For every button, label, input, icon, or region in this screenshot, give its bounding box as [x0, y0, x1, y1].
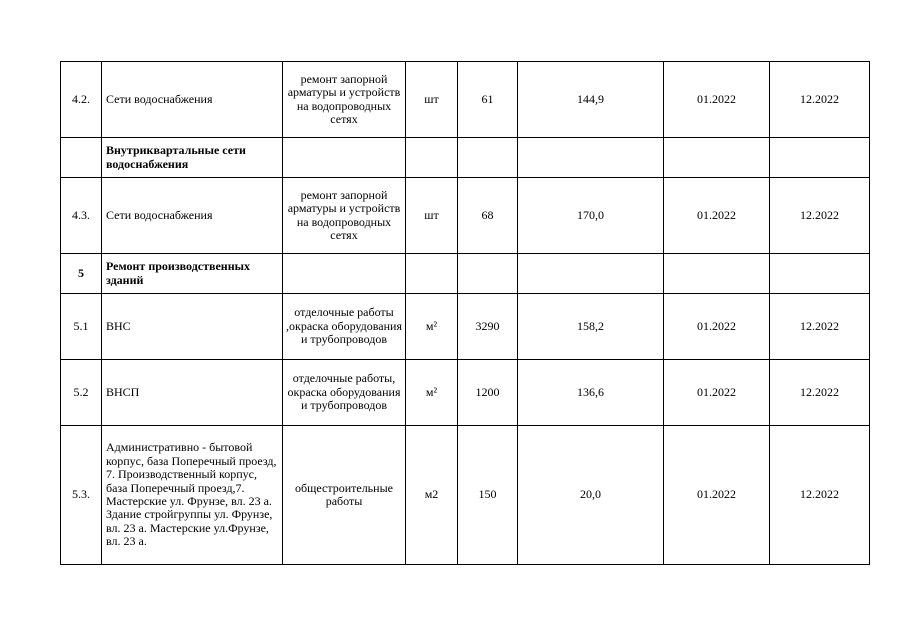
end-date: 12.2022: [770, 294, 870, 360]
cost: 158,2: [518, 294, 664, 360]
work-type: ремонт запорной арматуры и устройств на водопроводных сетях: [283, 178, 406, 254]
start-date: [664, 138, 770, 178]
works-table: [60, 61, 870, 565]
row-number: 5: [61, 254, 102, 294]
start-date: 01.2022: [664, 426, 770, 565]
unit: шт: [406, 178, 458, 254]
table-row: [61, 360, 870, 426]
quantity: 1200: [458, 360, 518, 426]
unit: м²: [406, 294, 458, 360]
work-type: отделочные работы, окраска оборудования и трубопроводов: [283, 360, 406, 426]
start-date: 01.2022: [664, 178, 770, 254]
section-title: Ремонт производственных зданий: [102, 254, 283, 294]
row-number: 5.2: [61, 360, 102, 426]
row-number: 4.3.: [61, 178, 102, 254]
unit: [406, 138, 458, 178]
start-date: 01.2022: [664, 360, 770, 426]
quantity: 3290: [458, 294, 518, 360]
quantity: 61: [458, 62, 518, 138]
unit: [406, 254, 458, 294]
cost: [518, 254, 664, 294]
start-date: [664, 254, 770, 294]
quantity: 150: [458, 426, 518, 565]
end-date: [770, 138, 870, 178]
section-title: Внутриквартальные сети водоснабжения: [102, 138, 283, 178]
table-row: [61, 62, 870, 138]
row-number: 4.2.: [61, 62, 102, 138]
start-date: 01.2022: [664, 294, 770, 360]
works-table-body: [61, 62, 870, 565]
end-date: 12.2022: [770, 360, 870, 426]
row-number: 5.3.: [61, 426, 102, 565]
table-row: [61, 178, 870, 254]
table-row: [61, 294, 870, 360]
row-number: 5.1: [61, 294, 102, 360]
end-date: 12.2022: [770, 178, 870, 254]
cost: 136,6: [518, 360, 664, 426]
work-type: отделочные работы ,окраска оборудования и трубопроводов: [283, 294, 406, 360]
quantity: [458, 138, 518, 178]
object-name: ВНСП: [102, 360, 283, 426]
cost: [518, 138, 664, 178]
work-type: [283, 254, 406, 294]
unit: м2: [406, 426, 458, 565]
table-row: [61, 254, 870, 294]
work-type: общестроительные работы: [283, 426, 406, 565]
cost: 170,0: [518, 178, 664, 254]
work-type: [283, 138, 406, 178]
unit: м²: [406, 360, 458, 426]
object-name: Административно - бытовой корпус, база Поперечный проезд, 7. Производственный корпус, база Поперечный проезд,7. Мастерские ул. Фрунзе, вл. 23 а. Здание стройгруппы ул. Фрунзе, вл. 23 а. Мастерские ул.Фрунзе, вл. 23 а.: [102, 426, 283, 565]
start-date: 01.2022: [664, 62, 770, 138]
cost: 20,0: [518, 426, 664, 565]
quantity: 68: [458, 178, 518, 254]
work-type: ремонт запорной арматуры и устройств на водопроводных сетях: [283, 62, 406, 138]
cost: 144,9: [518, 62, 664, 138]
table-row: [61, 426, 870, 565]
end-date: 12.2022: [770, 62, 870, 138]
unit: шт: [406, 62, 458, 138]
end-date: 12.2022: [770, 426, 870, 565]
object-name: ВНС: [102, 294, 283, 360]
quantity: [458, 254, 518, 294]
object-name: Сети водоснабжения: [102, 62, 283, 138]
table-row: [61, 138, 870, 178]
row-number: [61, 138, 102, 178]
object-name: Сети водоснабжения: [102, 178, 283, 254]
end-date: [770, 254, 870, 294]
